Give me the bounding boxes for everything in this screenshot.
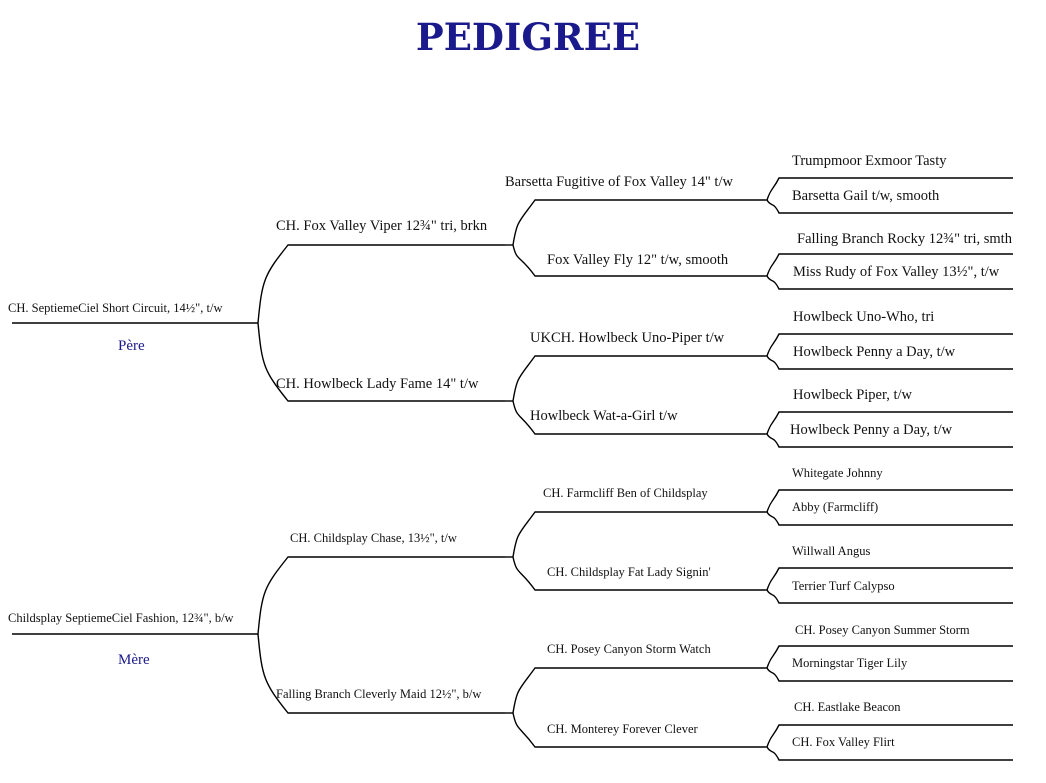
paternal-grandsire-bracket-upper-arm xyxy=(513,200,765,245)
gggp-4-name: Miss Rudy of Fox Valley 13½", t/w xyxy=(793,264,1000,280)
ggp-5-name: CH. Farmcliff Ben of Childsplay xyxy=(543,486,708,500)
dam-name: Childsplay SeptiemeCiel Fashion, 12¾", b/w xyxy=(8,611,234,625)
gggp-9-name: Whitegate Johnny xyxy=(792,466,883,480)
gggp-3-name: Falling Branch Rocky 12¾" tri, smth xyxy=(797,231,1012,247)
ggp-4-name: Howlbeck Wat-a-Girl t/w xyxy=(530,408,678,424)
dam-bracket-lower-arm xyxy=(258,634,505,713)
gggp-7-name: Howlbeck Piper, t/w xyxy=(793,387,913,403)
gggp-6-name: Howlbeck Penny a Day, t/w xyxy=(793,344,956,360)
sire-name: CH. SeptiemeCiel Short Circuit, 14½", t/w xyxy=(8,301,223,315)
maternal-granddam-name: Falling Branch Cleverly Maid 12½", b/w xyxy=(276,687,482,701)
paternal-granddam-bracket-upper-arm xyxy=(513,356,765,401)
ggp-1-name: Barsetta Fugitive of Fox Valley 14" t/w xyxy=(505,174,733,190)
gggp-14-name: Morningstar Tiger Lily xyxy=(792,656,908,670)
gggp-8-name: Howlbeck Penny a Day, t/w xyxy=(790,422,953,438)
maternal-grandsire-name: CH. Childsplay Chase, 13½", t/w xyxy=(290,531,457,545)
maternal-granddam-bracket-upper-arm xyxy=(513,668,765,713)
sire-label: Père xyxy=(118,338,145,354)
gggp-12-name: Terrier Turf Calypso xyxy=(792,579,895,593)
ggp-7-name: CH. Posey Canyon Storm Watch xyxy=(547,642,711,656)
page-title: PEDIGREE xyxy=(415,15,641,59)
gggp-2-name: Barsetta Gail t/w, smooth xyxy=(792,188,940,204)
gggp-13-name: CH. Posey Canyon Summer Storm xyxy=(795,623,970,637)
paternal-granddam-name: CH. Howlbeck Lady Fame 14" t/w xyxy=(276,376,479,392)
dam-bracket-upper-arm xyxy=(258,557,505,634)
ggp-6-name: CH. Childsplay Fat Lady Signin' xyxy=(547,565,711,579)
sire-bracket-upper-arm xyxy=(258,245,505,323)
ggp-8-name: CH. Monterey Forever Clever xyxy=(547,722,698,736)
ggp-2-name: Fox Valley Fly 12" t/w, smooth xyxy=(547,252,729,268)
gggp-1-name: Trumpmoor Exmoor Tasty xyxy=(792,153,947,169)
paternal-grandsire-name: CH. Fox Valley Viper 12¾" tri, brkn xyxy=(276,218,488,234)
gggp-15-name: CH. Eastlake Beacon xyxy=(794,700,901,714)
gggp-10-name: Abby (Farmcliff) xyxy=(792,500,879,514)
maternal-grandsire-bracket-upper-arm xyxy=(513,512,765,557)
gggp-11-name: Willwall Angus xyxy=(792,544,871,558)
ggp-3-name: UKCH. Howlbeck Uno-Piper t/w xyxy=(530,330,725,346)
dam-label: Mère xyxy=(118,652,150,668)
gggp-5-name: Howlbeck Uno-Who, tri xyxy=(793,309,935,325)
gggp-16-name: CH. Fox Valley Flirt xyxy=(792,735,895,749)
